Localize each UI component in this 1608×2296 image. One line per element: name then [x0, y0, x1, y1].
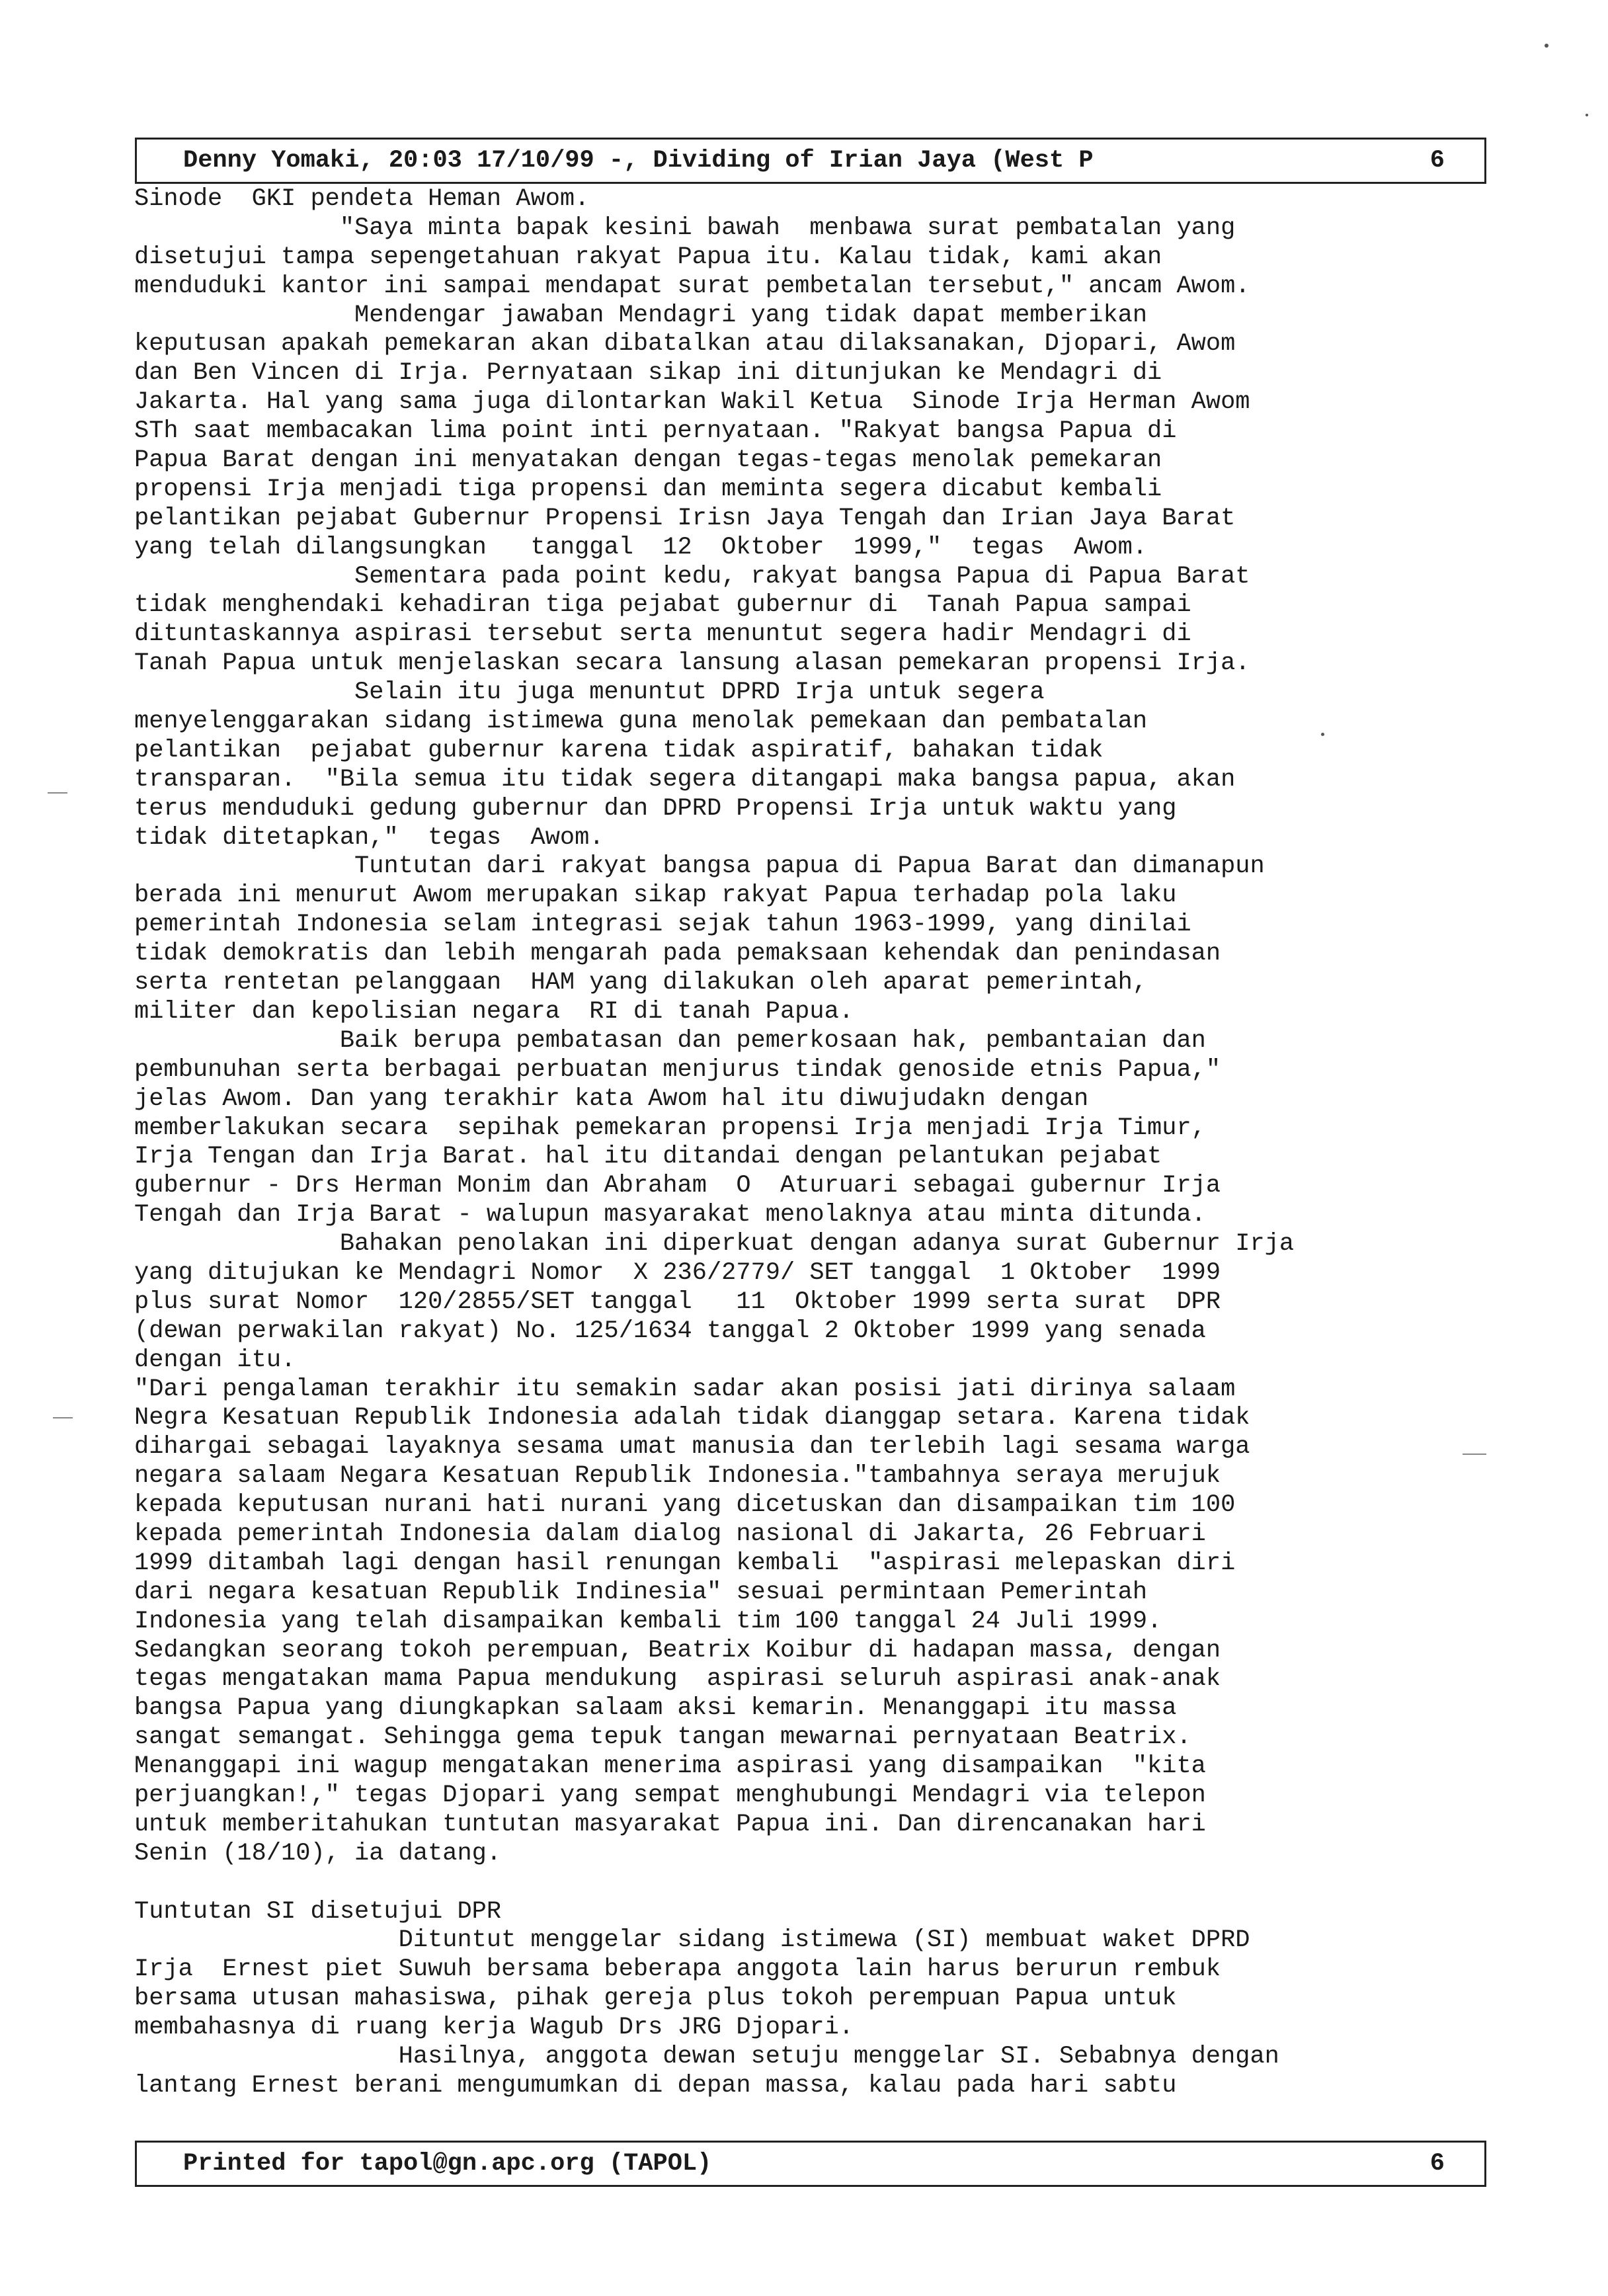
text-line: tidak menghendaki kehadiran tiga pejabat gubernur di Tanah Papua sampai — [134, 591, 1191, 620]
text-line: Irja Ernest piet Suwuh bersama beberapa anggota lain harus berurun rembuk — [134, 1955, 1221, 1984]
page-header — [135, 138, 1486, 184]
scan-speck — [1321, 733, 1324, 736]
text-line: Papua Barat dengan ini menyatakan dengan tegas-tegas menolak pemekaran — [134, 446, 1162, 475]
text-line: pelantikan pejabat gubernur karena tidak aspiratif, bahakan tidak — [134, 736, 1104, 764]
text-line: Negra Kesatuan Republik Indonesia adalah tidak dianggap setara. Karena tidak — [134, 1404, 1250, 1432]
page-footer — [135, 2141, 1486, 2187]
text-line: bersama utusan mahasiswa, pihak gereja plus tokoh perempuan Papua untuk — [134, 1985, 1177, 2013]
text-line: Sinode GKI pendeta Heman Awom. — [134, 185, 590, 213]
text-line: jelas Awom. Dan yang terakhir kata Awom hal itu diwujudakn dengan — [134, 1085, 1089, 1113]
scan-mark — [48, 792, 67, 794]
text-line: transparan. "Bila semua itu tidak segera ditangapi maka bangsa papua, akan — [134, 765, 1236, 794]
text-line: Bahakan penolakan ini diperkuat dengan adanya surat Gubernur Irja — [134, 1230, 1295, 1258]
text-line: 1999 ditambah lagi dengan hasil renungan kembali "aspirasi melepaskan diri — [134, 1549, 1236, 1577]
text-line: berada ini menurut Awom merupakan sikap rakyat Papua terhadap pola laku — [134, 882, 1177, 910]
text-line: tidak ditetapkan," tegas Awom. — [134, 823, 604, 852]
text-line: pelantikan pejabat Gubernur Propensi Irisn Jaya Tengah dan Irian Jaya Barat — [134, 504, 1236, 532]
text-line: Mendengar jawaban Mendagri yang tidak dapat memberikan — [134, 301, 1148, 329]
text-line: kepada pemerintah Indonesia dalam dialog nasional di Jakarta, 26 Februari — [134, 1520, 1206, 1548]
text-line: disetujui tampa sepengetahuan rakyat Papua itu. Kalau tidak, kami akan — [134, 243, 1162, 271]
text-line: (dewan perwakilan rakyat) No. 125/1634 tanggal 2 Oktober 1999 yang senada — [134, 1317, 1206, 1345]
text-line: yang ditujukan ke Mendagri Nomor X 236/2779/ SET tanggal 1 Oktober 1999 — [134, 1258, 1221, 1287]
text-line: Tengah dan Irja Barat - walupun masyarakat menolaknya atau minta ditunda. — [134, 1201, 1206, 1229]
text-line: lantang Ernest berani mengumumkan di depan massa, kalau pada hari sabtu — [134, 2071, 1177, 2100]
header-title: Denny Yomaki, 20:03 17/10/99 -, Dividing of Irian Jaya (West P — [183, 146, 1094, 175]
scan-mark — [1463, 1454, 1486, 1455]
text-line: Baik berupa pembatasan dan pemerkosaan hak, pembantaian dan — [134, 1026, 1206, 1055]
scan-speck — [1586, 114, 1588, 116]
text-line: militer dan kepolisian negara RI di tanah Papua. — [134, 997, 854, 1026]
text-line: Selain itu juga menuntut DPRD Irja untuk segera — [134, 678, 1045, 707]
text-line: dituntaskannya aspirasi tersebut serta menuntut segera hadir Mendagri di — [134, 620, 1191, 649]
article-body — [134, 185, 1496, 2101]
text-line: Sementara pada point kedu, rakyat bangsa Papua di Papua Barat — [134, 562, 1250, 591]
text-line: tidak demokratis dan lebih mengarah pada pemaksaan kehendak dan penindasan — [134, 940, 1221, 968]
scan-mark — [53, 1417, 73, 1418]
text-line: kepada keputusan nurani hati nurani yang dicetuskan dan disampaikan tim 100 — [134, 1491, 1236, 1520]
text-line: yang telah dilangsungkan tanggal 12 Oktober 1999," tegas Awom. — [134, 533, 1148, 561]
text-line: dengan itu. — [134, 1346, 296, 1374]
text-line: menyelenggarakan sidang istimewa guna menolak pemekaan dan pembatalan — [134, 708, 1148, 736]
text-line: perjuangkan!," tegas Djopari yang sempat menghubungi Mendagri via telepon — [134, 1781, 1206, 1809]
text-line: Menanggapi ini wagup mengatakan menerima aspirasi yang disampaikan "kita — [134, 1752, 1206, 1781]
text-line: gubernur - Drs Herman Monim dan Abraham O Aturuari sebagai gubernur Irja — [134, 1172, 1221, 1200]
text-line: keputusan apakah pemekaran akan dibatalkan atau dilaksanakan, Djopari, Awom — [134, 330, 1236, 358]
text-line: plus surat Nomor 120/2855/SET tanggal 11 Oktober 1999 serta surat DPR — [134, 1288, 1221, 1316]
text-line: bangsa Papua yang diungkapkan salaam aksi kemarin. Menanggapi itu massa — [134, 1694, 1177, 1723]
text-line: Tuntutan dari rakyat bangsa papua di Papua Barat dan dimanapun — [134, 852, 1265, 881]
text-line: dihargai sebagai layaknya sesama umat manusia dan terlebih lagi sesama warga — [134, 1433, 1250, 1461]
text-line: pembunuhan serta berbagai perbuatan menjurus tindak genoside etnis Papua," — [134, 1055, 1221, 1084]
text-line: dan Ben Vincen di Irja. Pernyataan sikap ini ditunjukan ke Mendagri di — [134, 359, 1162, 388]
text-line: "Dari pengalaman terakhir itu semakin sadar akan posisi jati dirinya salaam — [134, 1375, 1236, 1403]
text-line: memberlakukan secara sepihak pemekaran propensi Irja menjadi Irja Timur, — [134, 1114, 1206, 1142]
text-line: menduduki kantor ini sampai mendapat surat pembetalan tersebut," ancam Awom. — [134, 272, 1250, 300]
text-line: membahasnya di ruang kerja Wagub Drs JRG Djopari. — [134, 2014, 854, 2042]
text-line: propensi Irja menjadi tiga propensi dan meminta segera dicabut kembali — [134, 475, 1162, 503]
blank-line — [134, 1869, 1496, 1898]
text-line: untuk memberitahukan tuntutan masyarakat Papua ini. Dan direncanakan hari — [134, 1810, 1206, 1838]
text-line: Jakarta. Hal yang sama juga dilontarkan Wakil Ketua Sinode Irja Herman Awom — [134, 388, 1250, 417]
text-line: STh saat membacakan lima point inti pernyataan. "Rakyat bangsa Papua di — [134, 417, 1177, 446]
text-line: Senin (18/10), ia datang. — [134, 1839, 502, 1867]
footer-page-number: 6 — [1429, 2149, 1445, 2178]
text-line: Dituntut menggelar sidang istimewa (SI) membuat waket DPRD — [134, 1926, 1250, 1955]
text-line: terus menduduki gedung gubernur dan DPRD Propensi Irja untuk waktu yang — [134, 794, 1177, 823]
text-line: negara salaam Negara Kesatuan Republik Indonesia."tambahnya seraya merujuk — [134, 1462, 1221, 1491]
text-line: dari negara kesatuan Republik Indinesia" sesuai permintaan Pemerintah — [134, 1578, 1148, 1606]
text-line: Indonesia yang telah disampaikan kembali tim 100 tanggal 24 Juli 1999. — [134, 1607, 1162, 1635]
text-line: Hasilnya, anggota dewan setuju menggelar SI. Sebabnya dengan — [134, 2043, 1279, 2070]
text-line: Tanah Papua untuk menjelaskan secara lansung alasan pemekaran propensi Irja. — [134, 649, 1250, 678]
text-line: Irja Tengan dan Irja Barat. hal itu ditandai dengan pelantukan pejabat — [134, 1143, 1162, 1171]
text-line: tegas mengatakan mama Papua mendukung aspirasi seluruh aspirasi anak-anak — [134, 1665, 1221, 1694]
text-line: "Saya minta bapak kesini bawah menbawa surat pembatalan yang — [134, 214, 1236, 242]
header-page-number: 6 — [1429, 146, 1445, 175]
text-line: sangat semangat. Sehingga gema tepuk tangan mewarnai pernyataan Beatrix. — [134, 1723, 1191, 1752]
footer-printed-for: Printed for tapol@gn.apc.org (TAPOL) — [183, 2149, 712, 2178]
scan-speck — [1545, 44, 1548, 48]
text-line: Sedangkan seorang tokoh perempuan, Beatrix Koibur di hadapan massa, dengan — [134, 1636, 1221, 1664]
text-line: pemerintah Indonesia selam integrasi sejak tahun 1963-1999, yang dinilai — [134, 911, 1191, 939]
text-line: Tuntutan SI disetujui DPR — [134, 1897, 502, 1926]
text-line: serta rentetan pelanggaan HAM yang dilakukan oleh aparat pemerintah, — [134, 969, 1148, 997]
